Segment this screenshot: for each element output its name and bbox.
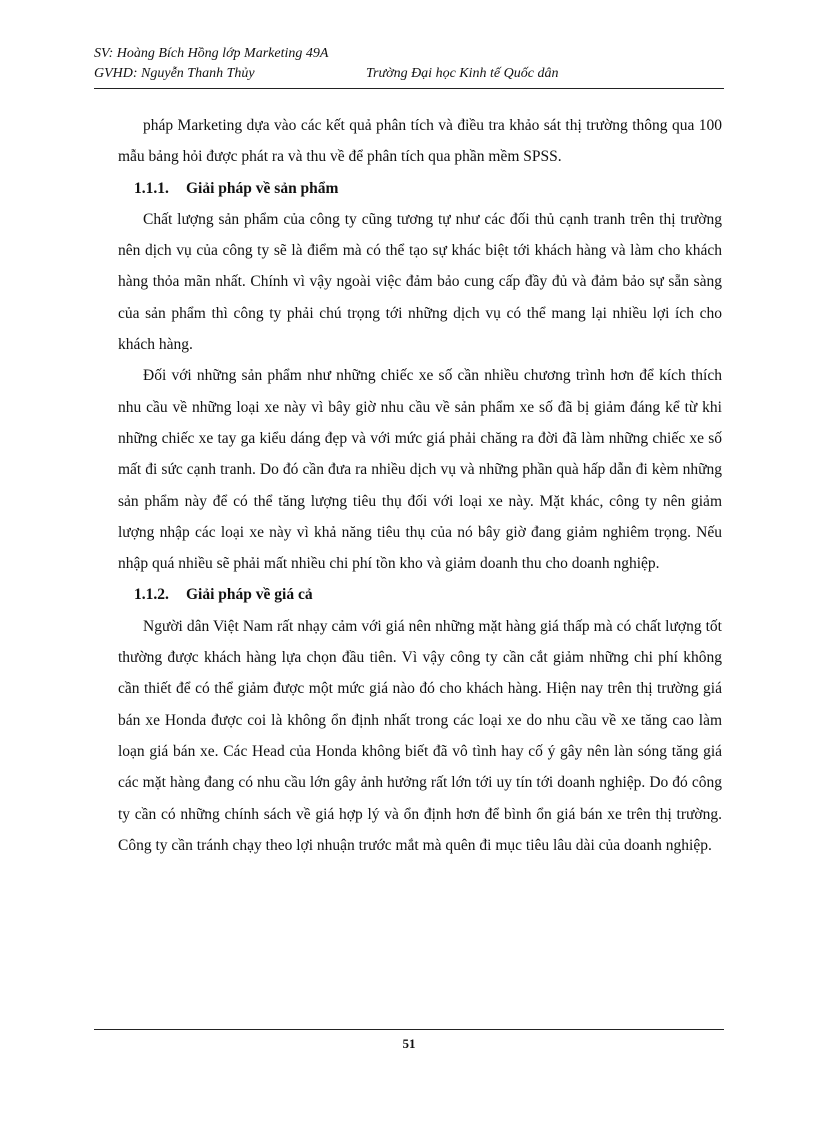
page-number: 51 [402, 1036, 416, 1051]
header-student: SV: Hoàng Bích Hồng lớp Marketing 49A [94, 46, 329, 61]
page-footer [94, 1029, 724, 1052]
section-heading-price [118, 579, 722, 610]
body-paragraph: Đối với những sản phẩm như những chiếc xe số cần nhiều chương trình hơn để kích thích nhu cầu về những loại xe này vì bây giờ nhu cầu về sản phẩm xe số đã bị giảm đáng kể từ khi những chiếc xe tay ga kiểu dáng đẹp và với mức giá phải chăng ra đời đã làm những chiếc xe số mất đi sức cạnh tranh. Do đó cần đưa ra nhiều dịch vụ và những phần quà hấp dẫn đi kèm những sản phẩm này để có thể tăng lượng tiêu thụ đối với loại xe này. Mặt khác, công ty nên giảm lượng nhập các loại xe này vì khả năng tiêu thụ của nó bây giờ đang giảm nghiêm trọng. Nếu nhập quá nhiều sẽ phải mất nhiều chi phí tồn kho và giảm doanh thu cho doanh nghiệp. [118, 367, 722, 573]
header-school: Trường Đại học Kinh tế Quốc dân [366, 66, 559, 81]
section-title: Giải pháp về sản phẩm [186, 179, 339, 197]
section-number: 1.1.1. [134, 179, 169, 197]
header-rule [94, 88, 724, 89]
section-title: Giải pháp về giá cả [186, 586, 313, 604]
intro-paragraph: pháp Marketing dựa vào các kết quả phân tích và điều tra khảo sát thị trường thông qua 100 mẫu bảng hỏi được phát ra và thu về để phân tích qua phần mềm SPSS. [118, 117, 722, 166]
section-heading-product [118, 173, 722, 204]
section-number: 1.1.2. [134, 586, 169, 604]
document-body [118, 110, 722, 861]
header-supervisor: GVHD: Nguyễn Thanh Thủy [94, 66, 255, 81]
page-header [94, 44, 724, 84]
body-paragraph: Chất lượng sản phẩm của công ty cũng tương tự như các đối thủ cạnh tranh trên thị trường nên dịch vụ của công ty sẽ là điểm mà có thể tạo sự khác biệt tới khách hàng và làm cho khách hàng thỏa mãn nhất. Chính vì vậy ngoài việc đảm bảo cung cấp đầy đủ và đảm bảo sự sẵn sàng của sản phẩm thì công ty phải chú trọng tới những dịch vụ có thể mang lại nhiều lợi ích cho khách hàng. [118, 210, 722, 354]
body-paragraph: Người dân Việt Nam rất nhạy cảm với giá nên những mặt hàng giá thấp mà có chất lượng tốt thường được khách hàng lựa chọn đầu tiên. Vì vậy công ty cần cắt giảm những chi phí không cần thiết để có thể giảm được một mức giá nào đó cho khách hàng. Hiện nay trên thị trường giá bán xe Honda được coi là không ổn định nhất trong các loại xe do nhu cầu về xe tăng cao làm loạn giá bán xe. Các Head của Honda không biết đã vô tình hay cố ý gây nên làn sóng tăng giá các mặt hàng đang có nhu cầu lớn gây ảnh hưởng rất lớn tới uy tín tới doanh nghiệp. Do đó công ty cần có những chính sách về giá hợp lý và ổn định hơn để bình ổn giá bán xe trên thị trường. Công ty cần tránh chạy theo lợi nhuận trước mắt mà quên đi mục tiêu lâu dài của doanh nghiệp. [118, 617, 722, 854]
footer-rule [94, 1029, 724, 1030]
